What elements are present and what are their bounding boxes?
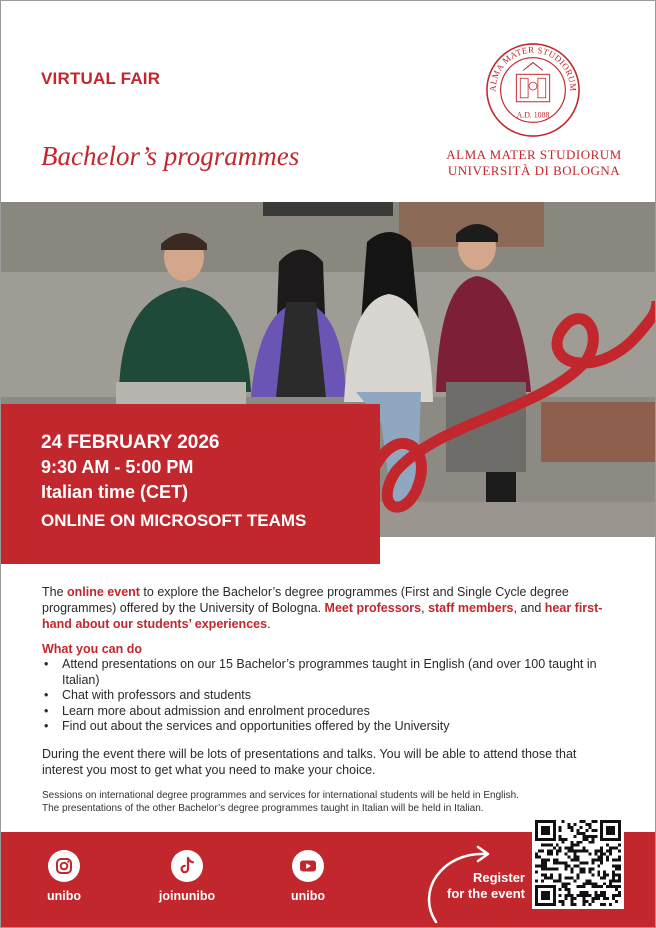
event-date: 24 FEBRUARY 2026 (41, 432, 220, 453)
activities-list (42, 657, 616, 735)
svg-text:ALMA MATER STUDIORUM: ALMA MATER STUDIORUM (487, 44, 579, 92)
list-item: • Find out about the services and opportunities offered by the University (42, 719, 616, 735)
meet-professors-highlight: Meet professors (324, 601, 422, 615)
tiktok-icon (171, 850, 203, 882)
language-note: Sessions on international degree programmes and services for international students will be held in English. The presentations of the other Bachelor’s degree programmes taught in Italian will be held in Italian. (42, 790, 519, 814)
event-timezone: Italian time (CET) (41, 482, 189, 502)
intro-paragraph: The online event to explore the Bachelor’s degree programmes (First and Single Cycle degree programmes) offered by the University of Bologna. Meet professors, staff members, and hear first-hand about our students’ experiences. (42, 585, 603, 631)
list-item: • Attend presentations on our 15 Bachelor’s programmes taught in English (and over 100 taught in Italian) (42, 657, 616, 688)
registration-qr-code[interactable] (532, 817, 624, 909)
youtube-icon (292, 850, 324, 882)
event-platform: ONLINE ON MICROSOFT TEAMS (41, 511, 307, 530)
online-event-highlight: online event (67, 585, 140, 599)
list-item: • Learn more about admission and enrolment procedures (42, 704, 616, 720)
tiktok-handle: joinunibo (158, 889, 216, 903)
instagram-link[interactable] (24, 850, 104, 903)
youtube-handle: unibo (290, 889, 325, 903)
qr-code-icon (535, 820, 621, 906)
event-time: 9:30 AM - 5:00 PM (41, 457, 194, 477)
tiktok-link[interactable] (147, 850, 227, 903)
svg-text:A.D. 1088: A.D. 1088 (516, 110, 550, 120)
list-item: • Chat with professors and students (42, 688, 616, 704)
what-you-can-do-heading: What you can do (42, 642, 142, 656)
youtube-link[interactable] (268, 850, 348, 903)
event-kicker: VIRTUAL FAIR (41, 69, 161, 88)
instagram-icon (48, 850, 80, 882)
staff-members-highlight: staff members (428, 601, 514, 615)
page-title: Bachelor’s programmes (41, 141, 300, 171)
university-name: ALMA MATER STUDIORUM UNIVERSITÀ DI BOLOGNA (446, 147, 622, 178)
during-event-paragraph: During the event there will be lots of presentations and talks. You will be able to attend those that interest you most to get what you need to make your choice. (42, 747, 577, 777)
instagram-handle: unibo (46, 889, 81, 903)
student-experiences-highlight: hear first-hand about our students’ experiences (42, 601, 603, 631)
register-link[interactable]: Register for the event (446, 870, 525, 901)
